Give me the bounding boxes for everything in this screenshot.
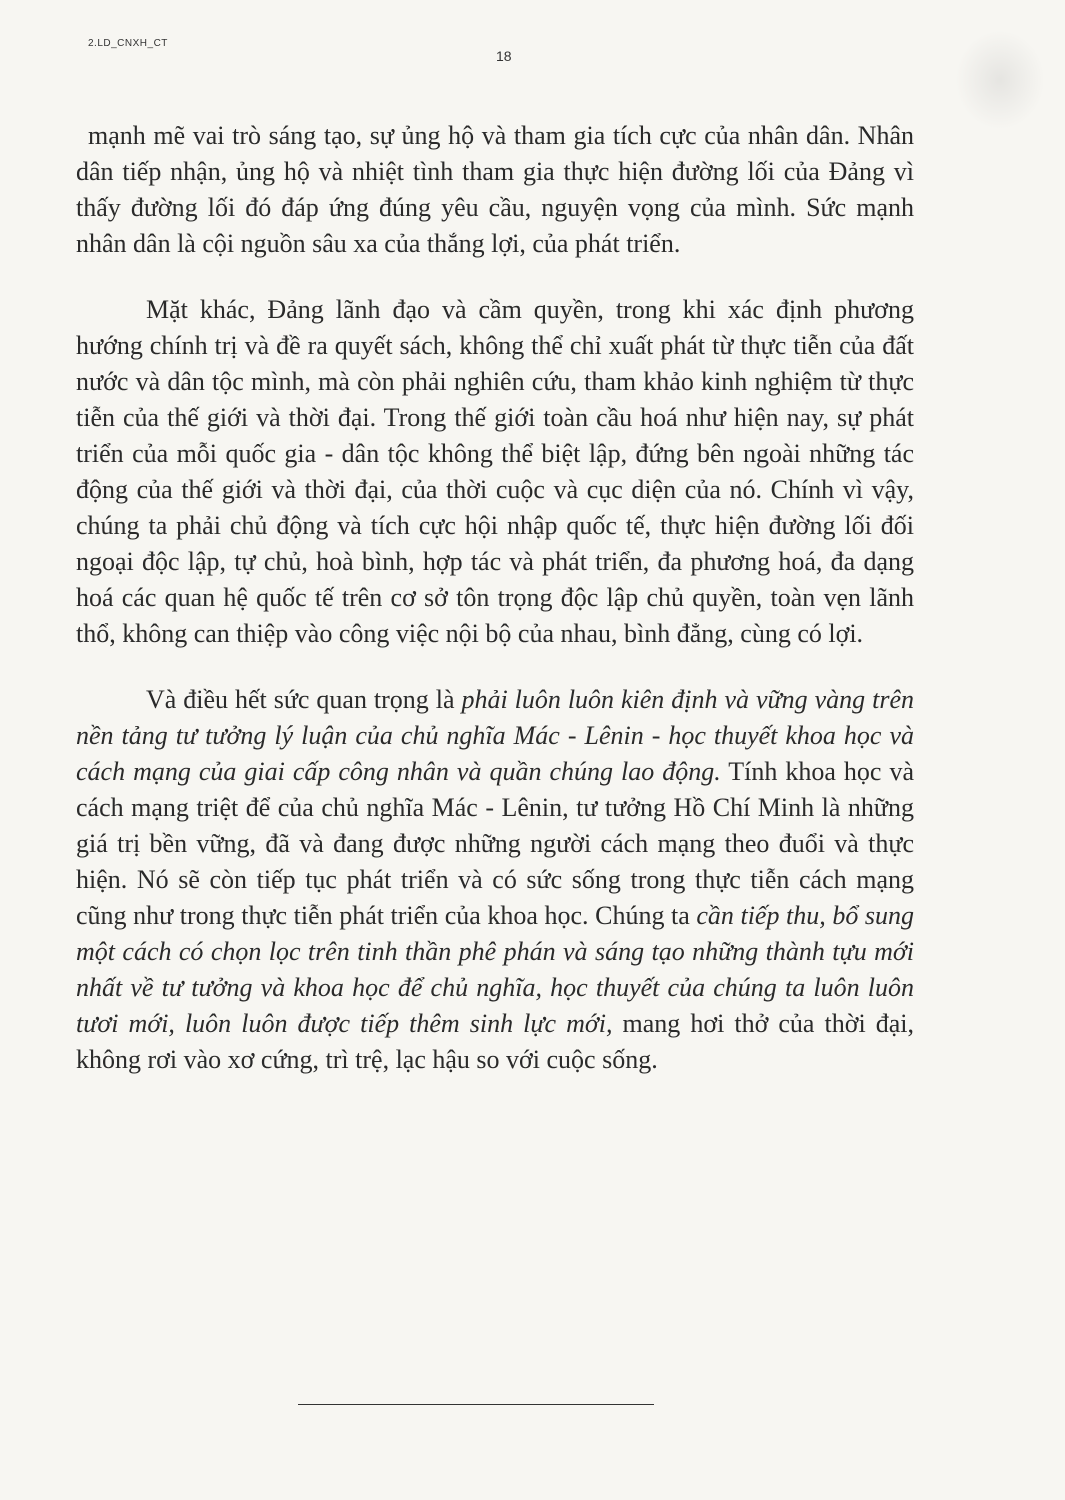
page-number: 18 [496, 48, 512, 64]
text-segment: mang hơi thở của thời đại, không rơi vào xơ cứng, trì trệ, lạc hậu so với cuộc sống. [76, 1009, 914, 1074]
text-segment: Tính khoa học và cách mạng triệt để của chủ nghĩa Mác - Lênin, tư tưởng Hồ Chí Minh là những giá trị bền vững, đã và đang được những người cách mạng theo đuổi và thực hiện. Nó sẽ còn tiếp tục phát triển và có sức sống trong thực tiễn cách mạng cũng như trong thực tiễn phát triển của khoa học. Chúng ta [76, 757, 914, 930]
emphasis-text: phải luôn luôn kiên định và vững vàng trên nền tảng tư tưởng lý luận của chủ nghĩa Mác - Lênin - học thuyết khoa học và cách mạng của giai cấp công nhân và quần chúng lao động. [76, 685, 914, 786]
text-segment: mạnh mẽ vai trò sáng tạo, sự ủng hộ và tham gia tích cực của nhân dân. Nhân dân tiếp nhận, ủng hộ và nhiệt tình tham gia thực hiện đường lối của Đảng vì thấy đường lối đó đáp ứng đúng yêu cầu, nguyện vọng của mình. Sức mạnh nhân dân là cội nguồn sâu xa của thắng lợi, của phát triển. [76, 121, 914, 258]
text-segment: Và điều hết sức quan trọng là [146, 685, 462, 714]
emphasis-text: cần tiếp thu, bổ sung một cách có chọn lọc trên tinh thần phê phán và sáng tạo những thành tựu mới nhất về tư tưởng và khoa học để chủ nghĩa, học thuyết của chúng ta luôn luôn tươi mới, luôn luôn được tiếp thêm sinh lực mới, [76, 901, 915, 1038]
text-segment: Mặt khác, Đảng lãnh đạo và cầm quyền, trong khi xác định phương hướng chính trị và đề ra quyết sách, không thể chỉ xuất phát từ thực tiễn của đất nước và dân tộc mình, mà còn phải nghiên cứu, tham khảo kinh nghiệm từ thực tiễn của thế giới và thời đại. Trong thế giới toàn cầu hoá như hiện nay, sự phát triển của mỗi quốc gia - dân tộc không thể biệt lập, đứng bên ngoài những tác động của thế giới và thời đại, của thời cuộc và cục diện của nó. Chính vì vậy, chúng ta phải chủ động và tích cực hội nhập quốc tế, thực hiện đường lối đối ngoại độc lập, tự chủ, hoà bình, hợp tác và phát triển, đa phương hoá, đa dạng hoá các quan hệ quốc tế trên cơ sở tôn trọng độc lập chủ quyền, toàn vẹn lãnh thổ, không can thiệp vào công việc nội bộ của nhau, bình đẳng, cùng có lợi. [76, 295, 914, 648]
paragraph-2 [76, 292, 914, 652]
paragraph-1 [76, 118, 914, 262]
section-end-rule [298, 1404, 654, 1405]
paragraph-3 [76, 682, 914, 1078]
document-code: 2.LD_CNXH_CT [88, 38, 168, 49]
body-text [76, 118, 914, 1108]
scan-smudge [955, 30, 1045, 130]
